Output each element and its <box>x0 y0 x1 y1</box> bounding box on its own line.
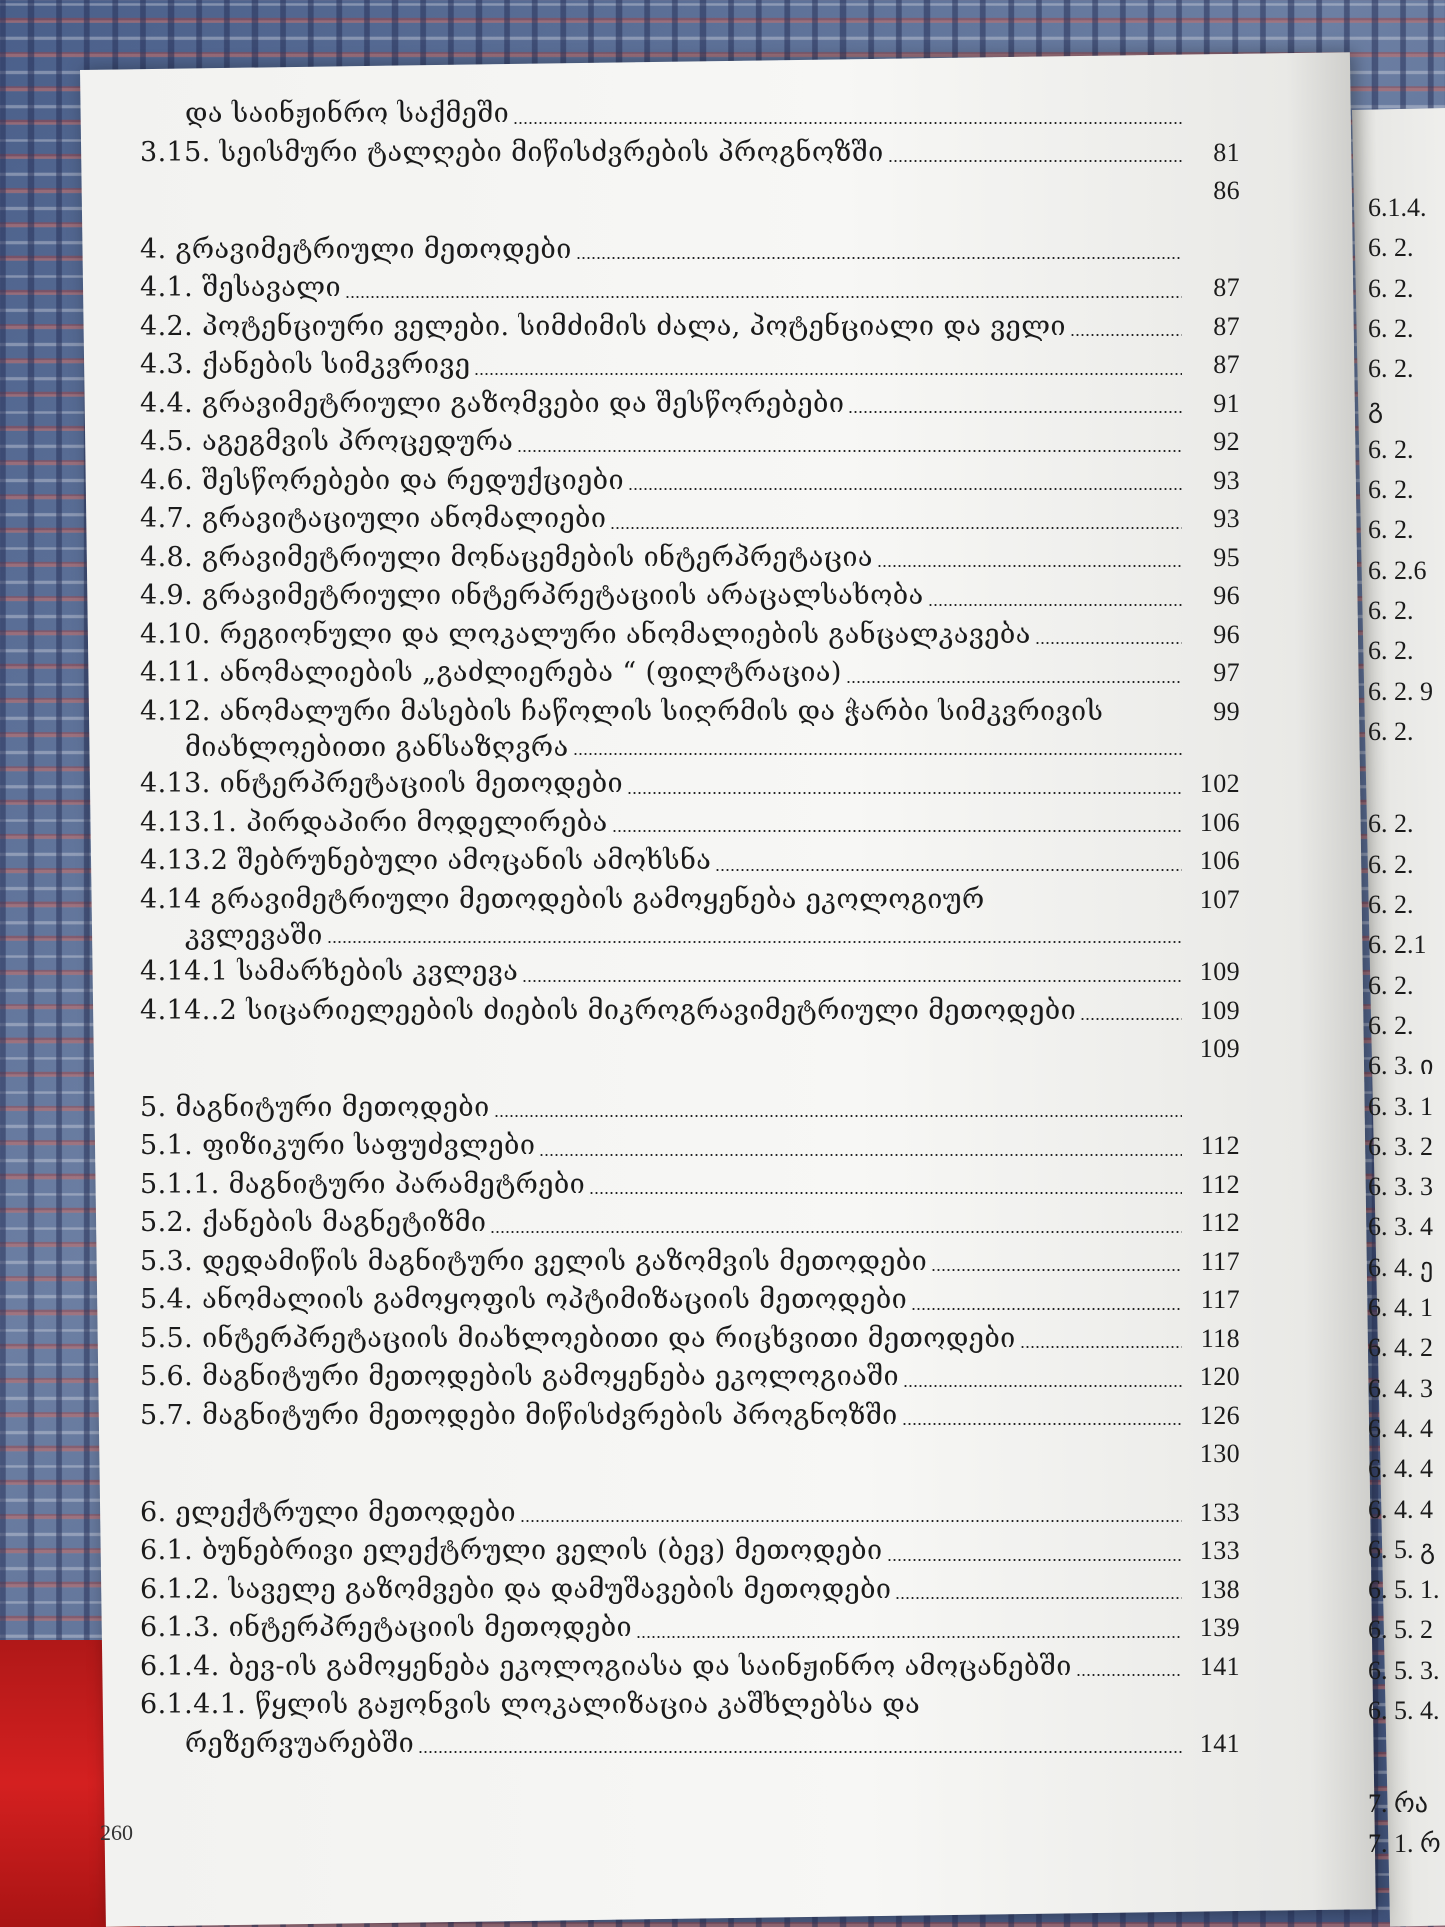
toc-entry-page: 112 <box>1200 1169 1240 1199</box>
toc-entry-title: კვლევაში <box>185 920 323 951</box>
right-page-entry: 6. 4. 1 <box>1368 1293 1433 1323</box>
toc-entry-title: 4.9. გრავიმეტრიული ინტერპრეტაციის არაცალსახობა <box>140 580 924 611</box>
toc-leader-dots <box>610 527 1182 529</box>
right-page-entries <box>1368 188 1441 1864</box>
toc-entry-title: 4.13.2 შებრუნებული ამოცანის ამოხსნა <box>140 845 712 876</box>
toc-leader-dots <box>902 1423 1182 1425</box>
toc-entry <box>140 1494 1240 1533</box>
toc-entry-title: 4. გრავიმეტრიული მეთოდები <box>140 233 572 265</box>
toc-leader-dots <box>928 604 1182 606</box>
toc-leader-dots <box>1020 1346 1182 1348</box>
right-page-entry: 6. 2. <box>1368 849 1414 879</box>
toc-entry-page: 112 <box>1200 1208 1240 1237</box>
right-page-entry: 6. 5. 1. <box>1368 1575 1440 1605</box>
toc-entry <box>140 1435 1240 1474</box>
toc-leader-dots <box>895 1597 1182 1599</box>
right-page-entry: 6.1.4. <box>1368 193 1427 222</box>
right-page-entry <box>1368 1743 1441 1783</box>
toc-entry <box>140 804 1240 843</box>
toc-leader-dots <box>490 1231 1182 1233</box>
toc-entry-title: 4.5. აგეგმვის პროცედურა <box>140 426 514 457</box>
toc-entry-page: 141 <box>1199 1651 1240 1681</box>
toc-entry-page: 130 <box>1199 1439 1240 1468</box>
toc-entry-page: 126 <box>1199 1400 1240 1430</box>
toc-entry-title: 5.1. ფიზიკური საფუძვლები <box>140 1130 536 1161</box>
toc-leader-dots <box>589 1192 1182 1194</box>
toc-leader-dots <box>715 869 1182 871</box>
toc-entry <box>140 385 1240 424</box>
toc-entry-title: რეზერვუარებში <box>185 1727 415 1759</box>
toc-entry <box>140 1204 1240 1243</box>
toc-entry-page: 117 <box>1200 1246 1240 1276</box>
toc-leader-dots <box>877 565 1182 567</box>
right-page-entry: 7. 1. რ <box>1368 1828 1441 1858</box>
toc-leader-dots <box>903 1385 1182 1387</box>
toc-entry <box>140 346 1240 385</box>
toc-entry <box>140 919 1240 953</box>
right-page-entry: 6. 2.1 <box>1368 930 1427 960</box>
toc-entry <box>140 1166 1240 1205</box>
toc-entry-title: მიახლოებითი განსაზღვრა <box>185 732 569 763</box>
toc-entry-page: 93 <box>1213 504 1240 533</box>
toc-entry <box>140 539 1240 578</box>
toc-entry <box>140 1358 1240 1397</box>
toc-leader-dots <box>628 488 1182 490</box>
toc-entry <box>140 1686 1240 1725</box>
toc-entry-title: 5.2. ქანების მაგნეტიზმი <box>140 1207 487 1238</box>
toc-entry-page: 93 <box>1213 465 1240 495</box>
right-page-entry <box>1368 764 1441 804</box>
toc-entry-title: 5.1.1. მაგნიტური პარამეტრები <box>140 1168 586 1200</box>
toc-entry-title: 4.10. რეგიონული და ლოკალური ანომალიების განცალკავება <box>140 618 1031 650</box>
toc-entry-title: 4.1. შესავალი <box>140 272 342 303</box>
toc-entry-page: 96 <box>1213 619 1240 649</box>
toc-entry-page: 109 <box>1199 1034 1240 1063</box>
toc-leader-dots <box>539 1154 1182 1156</box>
right-page-entry: 6. 2. <box>1368 809 1414 839</box>
right-page-entry: 6. 3. ი <box>1368 1051 1434 1081</box>
toc-leader-dots <box>513 122 1182 124</box>
toc-entry-page: 95 <box>1213 542 1240 572</box>
toc-entry-title: 6.1. ბუნებრივი ელექტრული ველის (ბევ) მეთოდები <box>140 1535 883 1566</box>
toc-entry-page: 87 <box>1213 311 1240 341</box>
toc-entry-title: 4.2. პოტენციური ველები. სიმძიმის ძალა, პოტენციალი და ველი <box>140 310 1066 342</box>
toc-entry <box>140 953 1240 992</box>
toc-entry <box>140 654 1240 693</box>
toc-entry-page: 97 <box>1213 658 1240 687</box>
toc-entry-title: 5.3. დედამიწის მაგნიტური ველის გაზომვის მეთოდები <box>140 1245 928 1277</box>
toc-entry <box>140 1571 1240 1610</box>
right-page-entry: 6. 5. 2 <box>1368 1615 1433 1645</box>
toc-entry-page: 120 <box>1199 1362 1240 1391</box>
right-page-entry: 6. 2. <box>1368 313 1414 343</box>
toc-leader-dots <box>573 753 1182 755</box>
right-page-entry: 6. 2. <box>1368 1010 1414 1040</box>
toc-entry <box>140 172 1240 211</box>
toc-entry <box>140 1089 1240 1128</box>
toc-entry-page: 87 <box>1213 350 1240 379</box>
toc-entry <box>140 577 1240 616</box>
toc-entry-page: 117 <box>1200 1285 1240 1314</box>
toc-entry <box>140 992 1240 1031</box>
toc-entry <box>140 693 1240 732</box>
toc-entry-title: 4.13.1. პირდაპირი მოდელირება <box>140 806 608 838</box>
table-of-contents <box>140 95 1240 1763</box>
toc-entry <box>140 1281 1240 1320</box>
toc-entry <box>140 423 1240 462</box>
toc-leader-dots <box>846 681 1182 683</box>
toc-entry-title: 4.8. გრავიმეტრიული მონაცემების ინტერპრეტაცია <box>140 541 873 573</box>
right-page-entry: 6. 3. 4 <box>1368 1212 1433 1242</box>
toc-entry-title: 4.14 გრავიმეტრიული მეთოდების გამოყენება ეკოლოგიურ <box>140 883 985 915</box>
toc-leader-dots <box>474 373 1182 375</box>
toc-leader-dots <box>517 450 1182 452</box>
toc-entry-page: 138 <box>1199 1574 1240 1604</box>
toc-entry-title: 4.14..2 სიცარიელეების ძიების მიკროგრავიმეტრიული მეთოდები <box>140 994 1077 1026</box>
toc-entry <box>140 731 1240 765</box>
toc-entry-page: 109 <box>1199 957 1240 986</box>
toc-entry-page: 96 <box>1213 581 1240 610</box>
right-page-entry: 6. 2. 9 <box>1368 676 1433 706</box>
right-page-entry: 6. 2. <box>1368 595 1414 625</box>
toc-leader-dots <box>911 1308 1182 1310</box>
right-page-entry: 6. 2. <box>1368 475 1414 505</box>
toc-entry <box>140 1648 1240 1687</box>
toc-entry-page: 109 <box>1199 995 1240 1025</box>
toc-leader-dots <box>848 411 1182 413</box>
toc-leader-dots <box>1076 1674 1182 1676</box>
toc-entry <box>140 95 1240 134</box>
right-page-entry: 6. 2. <box>1368 273 1414 303</box>
toc-entry <box>140 1725 1240 1764</box>
toc-entry-title: 3.15. სეისმური ტალღები მიწისძვრების პროგნოზში <box>140 136 884 168</box>
toc-leader-dots <box>327 941 1182 943</box>
toc-entry-page: 87 <box>1213 273 1240 302</box>
right-page-entry: 6. 4. 4 <box>1368 1494 1433 1524</box>
toc-leader-dots <box>888 160 1182 162</box>
toc-entry-title: 6.1.4. ბევ-ის გამოყენება ეკოლოგიასა და საინჟინრო ამოცანებში <box>140 1650 1072 1682</box>
toc-entry <box>140 308 1240 347</box>
toc-entry <box>140 269 1240 308</box>
toc-entry-title: 6. ელექტრული მეთოდები <box>140 1496 517 1528</box>
toc-entry <box>140 462 1240 501</box>
right-page-entry: გ <box>1368 394 1384 424</box>
toc-entry-title: 6.1.3. ინტერპრეტაციის მეთოდები <box>140 1612 633 1643</box>
toc-entry-page: 118 <box>1200 1323 1240 1353</box>
toc-entry-title: 6.1.2. საველე გაზომვები და დამუშავების მეთოდები <box>140 1573 892 1605</box>
toc-entry <box>140 1320 1240 1359</box>
toc-entry-page: 133 <box>1199 1536 1240 1565</box>
toc-entry-title: 4.13. ინტერპრეტაციის მეთოდები <box>140 768 624 799</box>
toc-leader-dots <box>520 1520 1182 1522</box>
toc-leader-dots <box>576 257 1182 259</box>
toc-entry <box>140 1127 1240 1166</box>
toc-leader-dots <box>612 830 1182 832</box>
toc-entry-page: 99 <box>1213 696 1240 726</box>
toc-entry-title: 5.7. მაგნიტური მეთოდები მიწისძვრების პროგნოზში <box>140 1399 898 1431</box>
right-page-entry: 6. 2. <box>1368 233 1414 263</box>
toc-entry-page: 106 <box>1199 846 1240 875</box>
toc-entry <box>140 1609 1240 1648</box>
page-number: 260 <box>100 1820 133 1845</box>
toc-leader-dots <box>345 296 1182 298</box>
right-page-entry: 6. 2. <box>1368 970 1414 1000</box>
toc-entry-page: 92 <box>1213 427 1240 456</box>
toc-leader-dots <box>1070 334 1182 336</box>
toc-entry-title: 4.11. ანომალიების „გაძლიერება “ (ფილტრაცია) <box>140 657 842 688</box>
toc-entry <box>140 500 1240 539</box>
toc-entry <box>140 881 1240 920</box>
toc-entry-title: 4.12. ანომალური მასების ჩაწოლის სიღრმის და ჭარბი სიმკვრივის <box>140 695 1104 727</box>
toc-entry-title: 4.6. შესწორებები და რედუქციები <box>140 464 624 496</box>
toc-leader-dots <box>522 980 1182 982</box>
right-page-entry: 7. რა <box>1368 1788 1428 1818</box>
toc-entry-title: 4.7. გრავიტაციული ანომალიები <box>140 503 607 534</box>
toc-entry-page: 141 <box>1199 1728 1240 1758</box>
toc-entry-page: 139 <box>1199 1613 1240 1642</box>
toc-entry-title: 5. მაგნიტური მეთოდები <box>140 1091 490 1123</box>
toc-entry-title: 4.4. გრავიმეტრიული გაზომვები და შესწორებები <box>140 387 845 419</box>
right-page-entry: 6. 2. <box>1368 890 1414 920</box>
toc-entry <box>140 616 1240 655</box>
right-page-entry: 6. 5. 3. <box>1368 1655 1440 1685</box>
toc-entry <box>140 842 1240 881</box>
toc-leader-dots <box>1080 1018 1182 1020</box>
toc-entry <box>140 231 1240 270</box>
right-page-entry: 6. 5. 4. <box>1368 1695 1440 1725</box>
toc-entry-page: 91 <box>1213 388 1240 418</box>
toc-leader-dots <box>931 1269 1182 1271</box>
toc-leader-dots <box>1035 642 1182 644</box>
toc-entry-title: 6.1.4.1. წყლის გაჟონვის ლოკალიზაცია კაშხლებსა და <box>140 1689 921 1720</box>
right-page-entry: 6. 4. 4 <box>1368 1454 1433 1484</box>
right-page-entry: 6. 4. 4 <box>1368 1413 1433 1443</box>
toc-entry-page: 112 <box>1200 1131 1240 1160</box>
toc-leader-dots <box>887 1559 1183 1561</box>
toc-entry-page: 81 <box>1213 137 1240 167</box>
toc-entry <box>140 1397 1240 1436</box>
right-page-entry: 6. 2. <box>1368 636 1414 666</box>
toc-entry-page: 106 <box>1199 807 1240 837</box>
toc-entry <box>140 1532 1240 1571</box>
toc-entry-page: 102 <box>1199 769 1240 798</box>
toc-entry <box>140 1243 1240 1282</box>
right-page-entry: 6. 2. <box>1368 716 1414 746</box>
right-page-entry: 6. 4. 2 <box>1368 1333 1433 1363</box>
toc-leader-dots <box>494 1115 1182 1117</box>
toc-leader-dots <box>627 792 1182 794</box>
toc-entry-page: 107 <box>1199 884 1240 914</box>
toc-entry-title: 4.14.1 სამარხების კვლევა <box>140 956 519 987</box>
right-page-entry: 6. 3. 2 <box>1368 1131 1433 1161</box>
right-page-entry: 6. 2. <box>1368 515 1414 545</box>
toc-entry-title: 4.3. ქანების სიმკვრივე <box>140 349 471 380</box>
toc-entry-title: 5.6. მაგნიტური მეთოდების გამოყენება ეკოლოგიაში <box>140 1361 900 1392</box>
right-page-entry: 6. 4. 3 <box>1368 1373 1433 1403</box>
toc-entry-title: 5.4. ანომალიის გამოყოფის ოპტიმიზაციის მეთოდები <box>140 1284 908 1315</box>
right-page-entry: 6. 3. 1 <box>1368 1091 1433 1121</box>
toc-entry-page: 86 <box>1213 176 1240 205</box>
right-page-entry: 6. 2.6 <box>1368 555 1427 585</box>
toc-leader-dots <box>418 1751 1182 1753</box>
toc-entry-page: 133 <box>1199 1497 1240 1527</box>
toc-entry <box>140 765 1240 804</box>
toc-entry-title: 5.5. ინტერპრეტაციის მიახლოებითი და რიცხვითი მეთოდები <box>140 1322 1016 1354</box>
right-page-entry: 6. 3. 3 <box>1368 1172 1433 1202</box>
toc-entry <box>140 134 1240 173</box>
toc-leader-dots <box>636 1636 1182 1638</box>
toc-entry-title: და საინჟინრო საქმეში <box>185 98 510 129</box>
right-page-entry: 6. 2. <box>1368 354 1414 384</box>
right-page-entry: 6. 2. <box>1368 434 1414 464</box>
right-page-entry: 6. 5. გ <box>1368 1534 1436 1564</box>
toc-entry <box>140 1030 1240 1069</box>
right-page-entry: 6. 4. ე <box>1368 1252 1434 1282</box>
